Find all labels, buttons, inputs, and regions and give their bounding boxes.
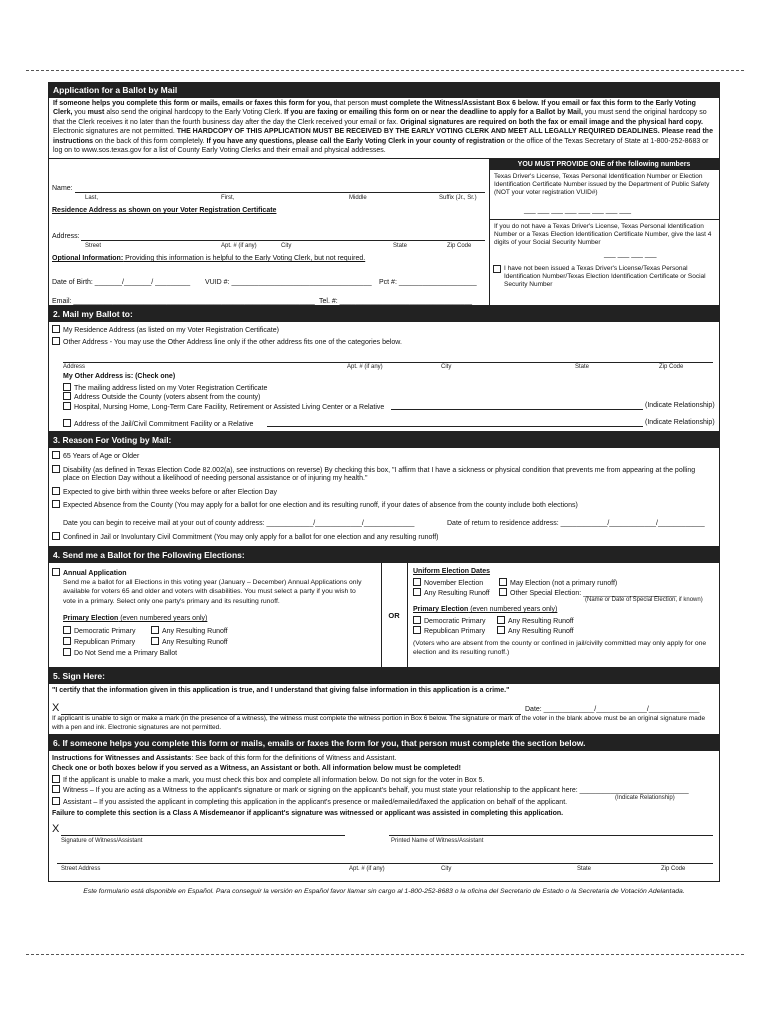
reason-disability[interactable]: [52, 465, 695, 474]
option-label: Address of the Jail/Civil Commitment Facility or a Relative: [74, 421, 254, 428]
option-label: Annual Application: [63, 570, 127, 577]
option-label: Confined in Jail or Involuntary Civil Commitment (You may only apply for a ballot for one election and any resulting runoff): [63, 534, 439, 541]
name-input-line[interactable]: [75, 192, 485, 193]
suffix-label: Suffix (Jr., Sr.): [439, 195, 477, 201]
section-3-title: 3. Reason For Voting by Mail:: [48, 432, 720, 448]
section-6-witness: [48, 751, 720, 882]
witness-signature-line[interactable]: [61, 835, 345, 836]
disability-text-cont: place on Election Day without a likelihood of needing personal assistance or of injuring my health.": [63, 475, 368, 482]
zip-label: Zip Code: [659, 364, 684, 370]
reason-absence[interactable]: [52, 500, 578, 509]
vuid-field[interactable]: VUID #: ____________________________________: [205, 279, 372, 286]
option-label: 65 Years of Age or Older: [63, 453, 140, 460]
ballot-application-form: [48, 82, 720, 895]
address-label: Address: [63, 364, 86, 370]
other-special-election[interactable]: [499, 588, 677, 597]
option-label: Democratic Primary: [424, 618, 486, 625]
uniform-runoff[interactable]: [413, 588, 490, 597]
ssn-blanks[interactable]: ___ ___ ___ ___: [604, 251, 657, 258]
pct-field[interactable]: Pct #: ____________________: [379, 279, 477, 286]
mail-residence-option[interactable]: [52, 325, 279, 334]
residence-heading: Residence Address as shown on your Voter Registration Certificate: [52, 207, 277, 214]
other-opt-outside[interactable]: [63, 392, 260, 401]
id-option-3: I have not been issued a Texas Driver's License/Texas Personal Identification Number/Texas Election Identification Certificate or Social Security Number: [504, 265, 706, 288]
signature-label: Signature of Witness/Assistant: [61, 838, 143, 844]
intro-text: If someone helps you complete this form or mails, emails or faxes this form for you,: [53, 100, 332, 107]
tel-field[interactable]: Tel. #: __________________________________: [319, 298, 472, 305]
city-label: City: [281, 243, 292, 249]
or-divider-right: [407, 563, 408, 667]
state-label: State: [393, 243, 408, 249]
certify-text: "I certify that the information given in this application is true, and I understand that giving false information in this application is a crime.": [52, 687, 510, 694]
optional-info: [52, 255, 365, 262]
option-label: Address Outside the County (voters absent from the county): [74, 394, 261, 401]
street-label: Street: [85, 243, 102, 249]
intro-text: If you are faxing or emailing this form on or near the deadline to apply for a Ballot by Mail,: [284, 109, 583, 117]
intro-text: If you have any questions, please call the Early Voting Clerk in your county of registration: [206, 137, 505, 145]
intro-text: must complete the Witness/Assistant Box 6 below. If you email or fax this form to the Early Voting Clerk,: [53, 100, 696, 117]
other-address-line[interactable]: [63, 362, 713, 363]
section-4-elections: [48, 563, 720, 668]
intro-text: you must send the original hardcopy so that the Clerk receives it no later than the fourth business day after the day the Clerk received your email or fax.: [53, 109, 707, 126]
primary-dem-runoff[interactable]: [497, 616, 574, 625]
option-label: Republican Primary: [74, 639, 136, 646]
instr-bold: Instructions for Witnesses and Assistants: [52, 755, 192, 762]
may-election[interactable]: [499, 578, 617, 587]
address-input-line[interactable]: [81, 240, 485, 241]
intro-text: Original signatures are required on both the fax or email image and the physical hard copy.: [400, 118, 703, 126]
date-text: Date: _____________/_____________/_____________: [525, 706, 700, 713]
signature-x: X: [52, 702, 60, 714]
primary-rep-runoff[interactable]: [497, 626, 574, 635]
middle-label: Middle: [349, 195, 367, 201]
zip-label: Zip Code: [447, 243, 472, 249]
option-label: Expected to give birth within three weeks before or after Election Day: [63, 489, 277, 496]
primary-dem[interactable]: [413, 616, 485, 625]
primary-bold: Primary Election: [413, 606, 469, 613]
option-label: Any Resulting Runoff: [162, 628, 228, 635]
intro-text: or the office of the Texas Secretary of State at 1-800-252-8683 or log on to www.sos.texas.gov for a list of County Early Voting Clerks and their email and physical addresses.: [53, 137, 709, 155]
option-label: Assistant – If you assisted the applicant in completing this application in the applicant's presence or mailed/emailed/faxed the application on behalf of the applicant.: [63, 799, 568, 806]
option-label: Do Not Send me a Primary Ballot: [74, 650, 178, 657]
other-opt-hospital[interactable]: [63, 402, 384, 411]
reason-jail[interactable]: [52, 532, 438, 541]
option-label: Witness – If you are acting as a Witness to the applicant's signature or mark or signing on the applicant's behalf, you must state your relationship to the applicant here: ____________________________: [63, 787, 689, 794]
state-label: State: [577, 866, 592, 872]
option-label: Other Address - You may use the Other Address line only if the other address fits one of the categories below.: [63, 339, 402, 346]
section-2-mail-ballot: [48, 322, 720, 432]
intro-text: that person: [331, 100, 371, 107]
option-label: My Residence Address (as listed on my Voter Registration Certificate): [63, 327, 279, 334]
form-title: Application for a Ballot by Mail: [48, 82, 720, 98]
instructions-box: [48, 98, 720, 159]
section-5-sign: [48, 684, 720, 735]
intro-text: on the back of this form completely.: [93, 137, 207, 145]
other-address-heading: My Other Address is: (Check one): [63, 373, 176, 380]
annual-rep[interactable]: [63, 637, 135, 646]
option-label: The mailing address listed on my Voter Registration Certificate: [74, 385, 268, 392]
option-label: Hospital, Nursing Home, Long-Term Care Facility, Retirement or Assisted Living Center or a Relative: [74, 404, 385, 411]
id-option-2: If you do not have a Texas Driver's License, Texas Personal Identification Number or a Texas Election Identification Certificate Number, give the last 4 digits of your Social Security Number: [494, 223, 712, 246]
signature-note: If applicant is unable to sign or make a mark (in the presence of a witness), the witness must complete the witness portion in Box 6 below. The signature or mark of the voter in the blank above must be an original signature made with a pen and ink. Electronic signatures are not permitted.: [52, 715, 706, 731]
street-label: Street Address: [61, 866, 101, 872]
intro-text: Electronic signatures are not permitted.: [53, 128, 177, 136]
first-label: First,: [221, 195, 235, 201]
option-label: Democratic Primary: [74, 628, 136, 635]
date-begin-field[interactable]: Date you can begin to receive mail at your out of county address: ____________/____________/_____________: [63, 520, 415, 527]
sign-date-field[interactable]: [525, 706, 699, 713]
absent-note: (Voters who are absent from the county or confined in jail/civilly committed may only apply for one election and its resulting runoff.): [413, 640, 707, 657]
mail-other-option[interactable]: [52, 337, 402, 346]
indicate-relationship: (Indicate Relationship): [645, 419, 715, 426]
annual-no-primary[interactable]: [63, 648, 177, 657]
section-4-title: 4. Send me a Ballot for the Following Elections:: [48, 547, 720, 563]
witness-address-line[interactable]: [57, 863, 713, 864]
assistant-option[interactable]: [52, 797, 567, 806]
date-return-field[interactable]: Date of return to residence address: ____________/____________/____________: [447, 520, 705, 527]
zip-label: Zip Code: [661, 866, 686, 872]
intro-text: also send the original hardcopy to the Early Voting Clerk.: [104, 109, 285, 117]
optional-bold: Optional Information:: [52, 255, 124, 262]
witness-option[interactable]: [52, 785, 689, 794]
relationship-line-2[interactable]: [267, 426, 643, 427]
apt-label: Apt. # (if any): [349, 866, 385, 872]
reason-65[interactable]: [52, 451, 139, 460]
indicate-relationship: (Indicate Relationship): [645, 402, 715, 409]
id-number-blanks[interactable]: ___ ___ ___ ___ ___ ___ ___ ___: [524, 207, 632, 214]
check-instructions: Check one or both boxes below if you served as a Witness, an Assistant or both. All information below must be completed!: [52, 765, 461, 772]
primary-rep[interactable]: [413, 626, 485, 635]
must-provide-banner: YOU MUST PROVIDE ONE of the following numbers: [489, 159, 719, 170]
section-6-title: 6. If someone helps you complete this form or mails, emails or faxes the form for you, that person must complete the section below.: [48, 735, 720, 751]
checkbox-icon[interactable]: [52, 337, 60, 345]
address-label: Address:: [52, 233, 80, 240]
primary-note: (even numbered years only): [118, 615, 208, 622]
or-label: OR: [388, 611, 400, 620]
id-option-1: Texas Driver's License, Texas Personal Identification Number or Election Identification Certificate Number issued by the Department of Public Safety (NOT your voter registration VUID#): [494, 173, 710, 196]
relationship-line-1[interactable]: [391, 409, 643, 410]
reason-birth[interactable]: [52, 487, 277, 496]
annual-dem-runoff[interactable]: [151, 626, 228, 635]
option-label: Expected Absence from the County (You may apply for a ballot for one election and its resulting runoff, if your dates of absence from the county include both elections): [63, 502, 578, 509]
email-field[interactable]: Email: ______________________________________________________________: [52, 298, 315, 305]
nov-election[interactable]: [413, 578, 483, 587]
city-label: City: [441, 364, 452, 370]
printed-name-label: Printed Name of Witness/Assistant: [391, 838, 484, 844]
option-label: Other Special Election: ________________________: [510, 590, 677, 597]
option-label: Any Resulting Runoff: [508, 628, 574, 635]
city-label: City: [441, 866, 452, 872]
annual-rep-runoff[interactable]: [151, 637, 228, 646]
top-cut-line: [26, 70, 744, 71]
special-election-hint: (Name or Date of Special Election, if known): [585, 597, 703, 603]
option-label: If the applicant is unable to make a mark, you must check this box and complete all information below. Do not sign for the voter in Box 5.: [63, 777, 485, 784]
uniform-heading: Uniform Election Dates: [413, 568, 491, 575]
section-2-title: 2. Mail my Ballot to:: [48, 306, 720, 322]
primary-bold: Primary Election: [63, 615, 119, 622]
option-label: Republican Primary: [424, 628, 486, 635]
misdemeanor-warning: Failure to complete this section is a Class A Misdemeanor if applicant's signature was witnessed or applicant was assisted in completing this application.: [52, 810, 564, 817]
unable-to-mark-option[interactable]: [52, 775, 484, 784]
apt-label: Apt. # (if any): [347, 364, 383, 370]
option-label: Any Resulting Runoff: [508, 618, 574, 625]
intro-text: THE HARDCOPY OF THIS APPLICATION MUST BE RECEIVED BY THE EARLY VOTING CLERK AND MEET ALL LEGALLY REQUIRED DEADLINES. Please read the instructions: [53, 128, 713, 145]
primary-heading: [63, 615, 207, 622]
annual-option[interactable]: [52, 568, 127, 577]
section-5-title: 5. Sign Here:: [48, 668, 720, 684]
spanish-notice: Este formulario está disponible en Español. Para conseguir la versión en Español favor llamar sin cargo al 1-800-252-8683 o la oficina del Secretario de Estado o la Secretaria de Votación Adelantada.: [83, 888, 685, 895]
bottom-cut-line: [26, 954, 744, 955]
option-label: Disability (as defined in Texas Election Code 82.002(a), see instructions on reverse) By checking this box, "I affirm that I have a sickness or physical condition that prevents me from appearing at the polling: [63, 467, 696, 474]
option-label: November Election: [424, 580, 484, 587]
annual-text: Send me a ballot for all Elections in this voting year (January – December) Annual Applications only available for voters 65 and older and voters with disabilities. You must select a party if you wish to vote in a primary. Select only one party's primary and its resulting runoff.: [63, 579, 362, 605]
witness-signature-x: X: [52, 823, 60, 835]
dob-field[interactable]: Date of Birth: _______/_______/ _________: [52, 279, 191, 286]
option-label: Any Resulting Runoff: [424, 590, 490, 597]
checkbox-icon[interactable]: [52, 325, 60, 333]
state-label: State: [575, 364, 590, 370]
apt-label: Apt. # (if any): [221, 243, 257, 249]
indicate-relationship: (Indicate Relationship): [615, 795, 675, 801]
primary-note: (even numbered years only): [468, 606, 558, 613]
section-1-voter-info: [48, 159, 720, 306]
optional-text: Providing this information is helpful to the Early Voting Clerk, but not required.: [123, 255, 366, 262]
last-label: Last,: [85, 195, 99, 201]
no-id-checkbox[interactable]: [493, 265, 504, 274]
id-divider-1: [489, 219, 719, 220]
witness-instructions: [52, 755, 396, 762]
annual-dem[interactable]: [63, 626, 135, 635]
option-label: May Election (not a primary runoff): [510, 580, 618, 587]
name-label: Name:: [52, 185, 73, 192]
primary2-heading: [413, 606, 557, 613]
intro-text: you: [72, 109, 88, 117]
other-opt-jail[interactable]: [63, 419, 253, 428]
section-3-reason: [48, 448, 720, 547]
other-opt-mailing[interactable]: [63, 383, 267, 392]
intro-text: must: [87, 109, 105, 117]
option-label: Any Resulting Runoff: [162, 639, 228, 646]
witness-printed-name-line[interactable]: [389, 835, 713, 836]
instr-text: : See back of this form for the definitions of Witness and Assistant.: [191, 755, 397, 762]
